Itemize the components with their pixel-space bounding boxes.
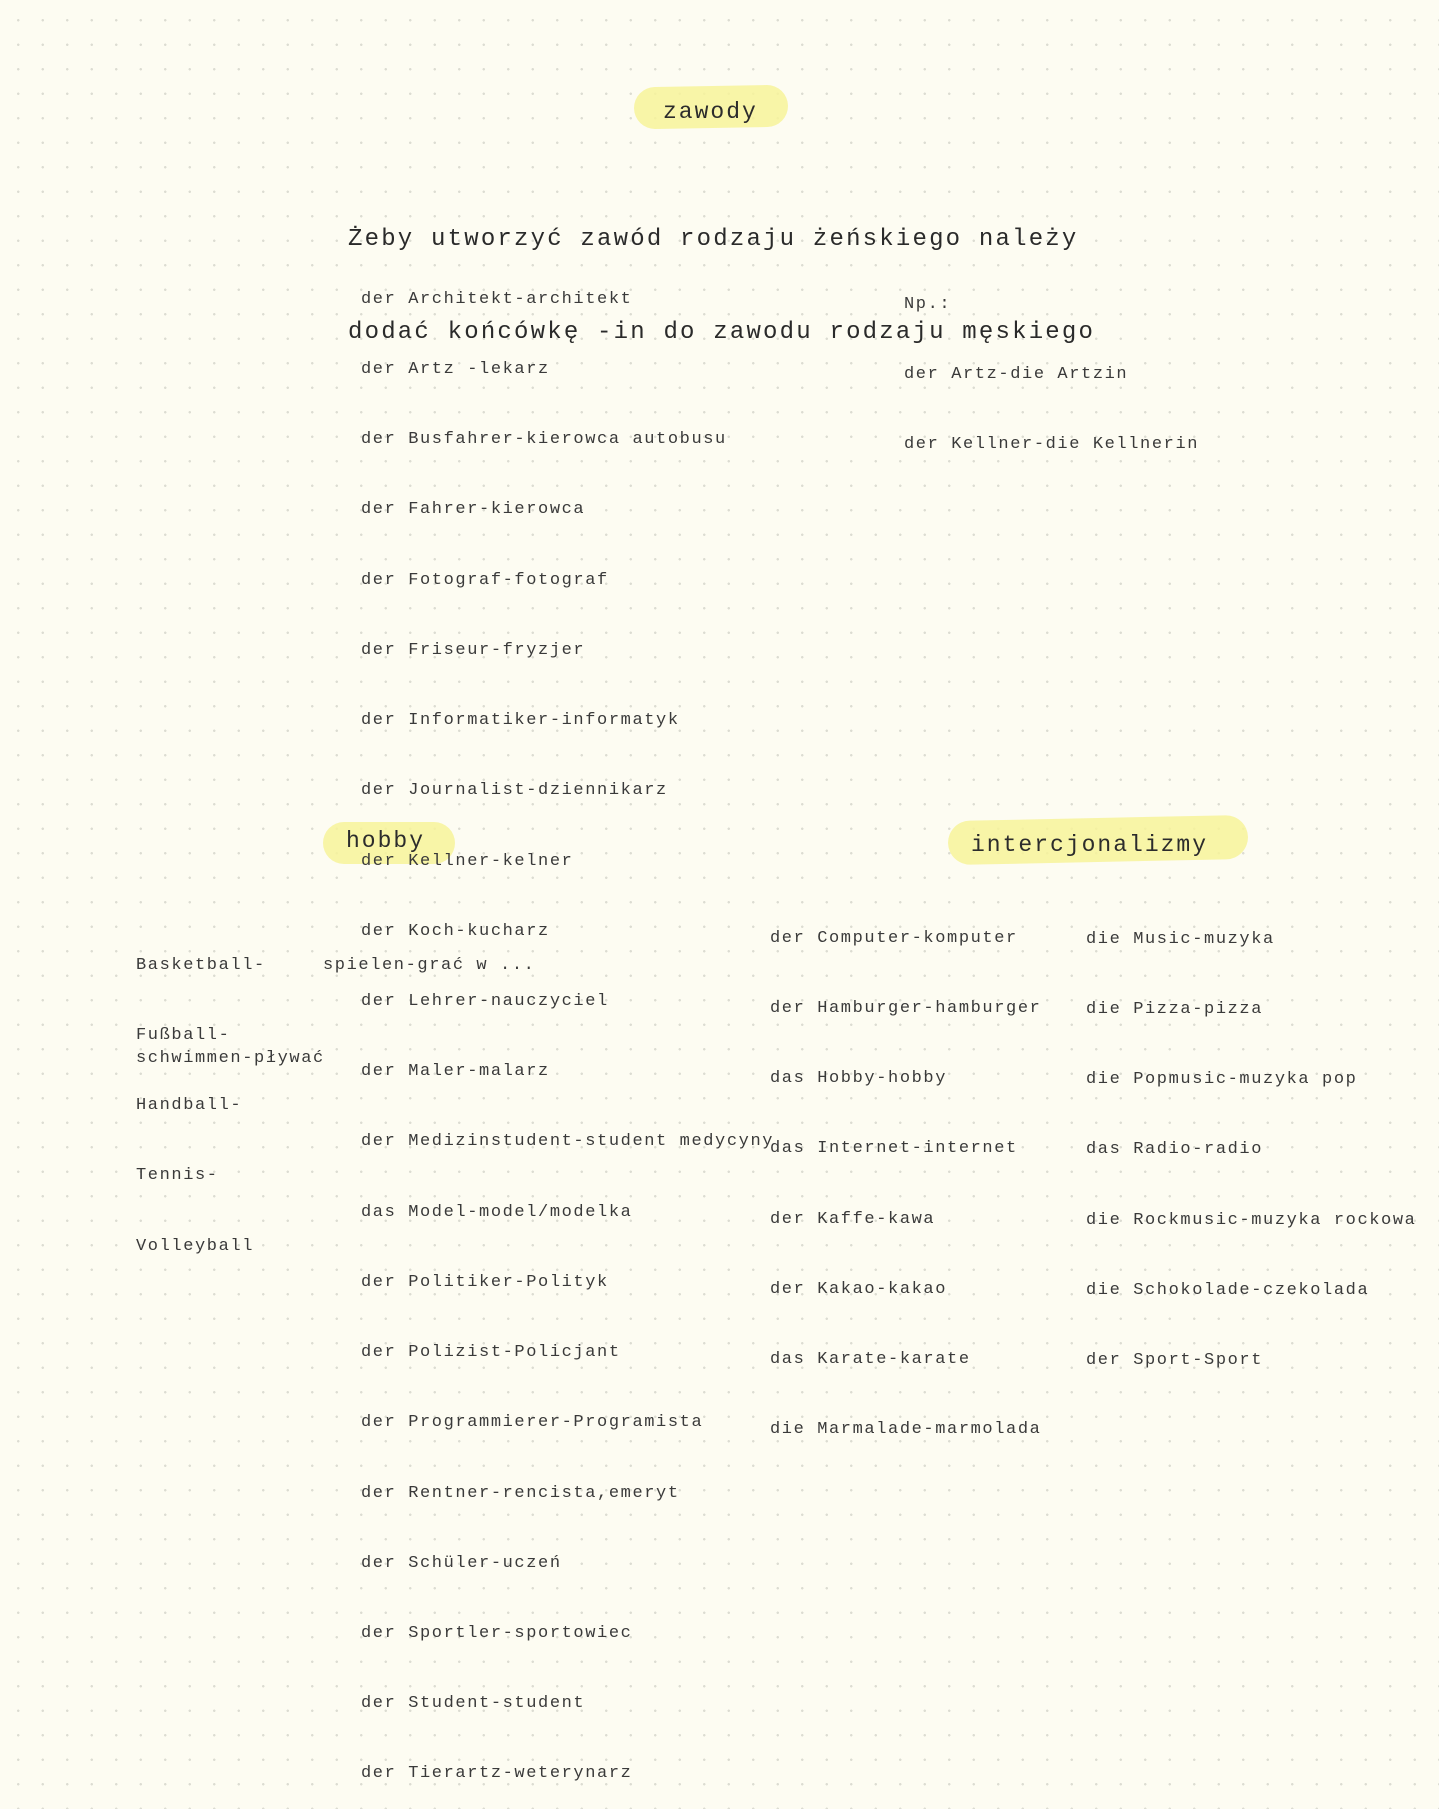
example-line: der Kellner-die Kellnerin [904,435,1200,455]
example-label: Np.: [904,294,952,314]
list-item: der Artz -lekarz [361,360,550,380]
list-item: der Friseur-fryzjer [361,640,586,660]
internationalisms-column-2 [1086,881,1416,1396]
list-item: Volleyball [136,1236,255,1256]
list-item: die Marmalade-marmolada [770,1420,1042,1440]
list-item: der Fotograf-fotograf [361,570,609,590]
list-item: der Journalist-dziennikarz [361,781,668,801]
intro-line-2: dodać końcówkę -in do zawodu rodzaju męskiego [348,319,1096,346]
list-item: Basketball- [136,955,266,975]
list-item: der Kakao-kakao [770,1279,948,1299]
list-item: der Informatiker-informatyk [361,711,680,731]
list-item: Tennis- [136,1166,219,1186]
intro-line-1: Żeby utworzyć zawód rodzaju żeńskiego należy [348,226,1079,253]
example-block [904,246,1199,480]
list-item: der Schüler-uczeń [361,1553,562,1573]
list-item: das Hobby-hobby [770,1069,948,1089]
list-item: der Maler-malarz [361,1062,550,1082]
list-item: der Kellner-kelner [361,851,574,871]
heading-hobby: hobby [346,828,426,854]
list-item: der Computer-komputer [770,928,1018,948]
list-item: der Sportler-sportowiec [361,1623,633,1643]
list-item: der Busfahrer-kierowca autobusu [361,430,727,450]
list-item: der Politiker-Polityk [361,1272,609,1292]
list-item: das Internet-internet [770,1139,1018,1159]
list-item: der Student-student [361,1694,586,1714]
list-item: der Programmierer-Programista [361,1413,704,1433]
heading-zawody: zawody [663,99,758,125]
list-item: die Music-muzyka [1086,929,1275,949]
heading-intercjonalizmy: intercjonalizmy [971,832,1209,858]
list-item: das Karate-karate [770,1350,971,1370]
list-item: die Schokolade-czekolada [1086,1280,1370,1300]
list-item: der Koch-kucharz [361,921,550,941]
list-item: der Fahrer-kierowca [361,500,586,520]
list-item: der Medizinstudent-student medycyny [361,1132,775,1152]
list-item: die Pizza-pizza [1086,1000,1264,1020]
list-item: der Tierartz-weterynarz [361,1764,633,1784]
list-item: das Radio-radio [1086,1140,1264,1160]
list-item: der Rentner-rencista,emeryt [361,1483,680,1503]
list-item: die Popmusic-muzyka pop [1086,1070,1358,1090]
hobby-sports-list [136,907,266,1282]
list-item: Fußball- [136,1026,231,1046]
list-item: Handball- [136,1096,243,1116]
hobby-verb: spielen-grać w ... [323,956,536,975]
internationalisms-column-1 [770,880,1041,1465]
list-item: die Rockmusic-muzyka rockowa [1086,1210,1417,1230]
hobby-swim: schwimmen-pływać [136,1049,325,1068]
example-line: der Artz-die Artzin [904,365,1129,385]
professions-list [361,241,774,1809]
list-item: der Sport-Sport [1086,1351,1264,1371]
list-item: der Polizist-Policjant [361,1343,621,1363]
list-item: das Model-model/modelka [361,1202,633,1222]
list-item: der Architekt-architekt [361,289,633,309]
list-item: der Kaffe-kawa [770,1209,936,1229]
list-item: der Hamburger-hamburger [770,999,1042,1019]
list-item: der Lehrer-nauczyciel [361,992,609,1011]
